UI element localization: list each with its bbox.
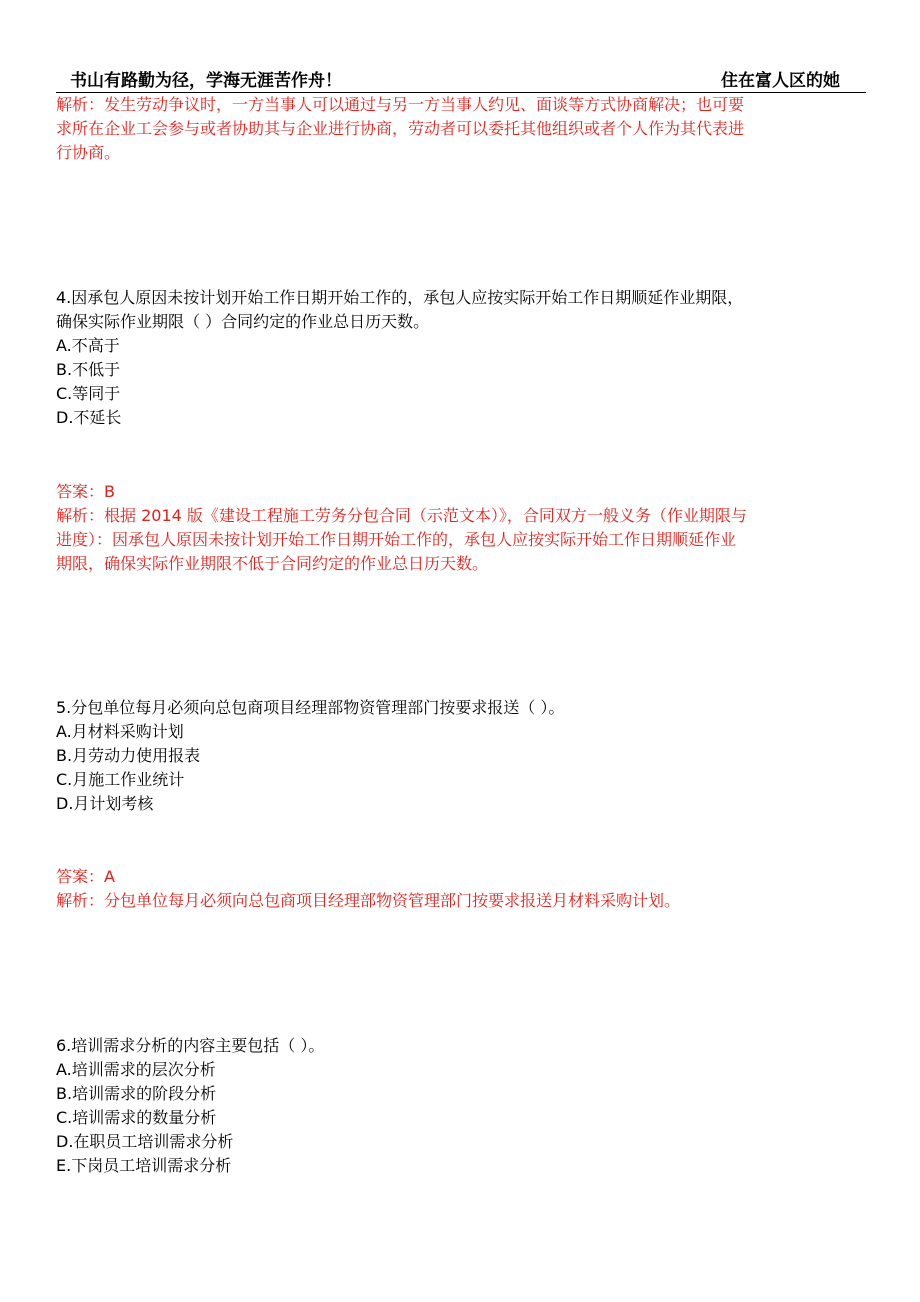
- option-a: A.不高于: [56, 336, 120, 355]
- analysis-line: 行协商。: [56, 143, 121, 162]
- option-c: C.培训需求的数量分析: [56, 1108, 217, 1127]
- question-line: 6.培训需求分析的内容主要包括（ ）。: [56, 1036, 325, 1055]
- option-d: D.不延长: [56, 408, 122, 427]
- question-line: 5.分包单位每月必须向总包商项目经理部物资管理部门按要求报送（ ）。: [56, 698, 565, 717]
- analysis-line: 解析：发生劳动争议时，一方当事人可以通过与另一方当事人约见、面谈等方式协商解决；也可要: [56, 95, 745, 114]
- option-d: D.月计划考核: [56, 794, 154, 813]
- option-b: B.培训需求的阶段分析: [56, 1084, 217, 1103]
- q4-answer-block: [56, 480, 866, 576]
- header-motto: 书山有路勤为径，学海无涯苦作舟！: [70, 71, 342, 91]
- q5-answer-block: [56, 865, 866, 913]
- analysis-line: 求所在企业工会参与或者协助其与企业进行协商，劳动者可以委托其他组织或者个人作为其代表进: [56, 119, 745, 138]
- q5-question: [56, 696, 866, 816]
- q6-question: [56, 1034, 866, 1178]
- question-line: 4.因承包人原因未按计划开始工作日期开始工作的，承包人应按实际开始工作日期顺延作业期限，: [56, 288, 744, 307]
- q4-question: [56, 286, 866, 430]
- analysis-line: 解析：分包单位每月必须向总包商项目经理部物资管理部门按要求报送月材料采购计划。: [56, 891, 681, 910]
- question-line: 确保实际作业期限（ ）合同约定的作业总日历天数。: [56, 312, 430, 331]
- option-b: B.月劳动力使用报表: [56, 746, 201, 765]
- option-e: E.下岗员工培训需求分析: [56, 1156, 232, 1175]
- analysis-line: 解析：根据 2014 版《建设工程施工劳务分包合同（示范文本）》，合同双方一般义务（作业期限与: [56, 506, 747, 525]
- analysis-line: 进度）：因承包人原因未按计划开始工作日期开始工作的，承包人应按实际开始工作日期顺延作业: [56, 530, 737, 549]
- q3-analysis: [56, 93, 866, 165]
- answer: 答案：B: [56, 482, 115, 501]
- analysis-line: 期限，确保实际作业期限不低于合同约定的作业总日历天数。: [56, 554, 489, 573]
- option-d: D.在职员工培训需求分析: [56, 1132, 234, 1151]
- page-header: [56, 66, 866, 93]
- option-b: B.不低于: [56, 360, 121, 379]
- option-a: A.培训需求的层次分析: [56, 1060, 216, 1079]
- option-c: C.月施工作业统计: [56, 770, 185, 789]
- header-author: 住在富人区的她: [721, 71, 840, 91]
- option-c: C.等同于: [56, 384, 121, 403]
- answer: 答案：A: [56, 867, 115, 886]
- option-a: A.月材料采购计划: [56, 722, 184, 741]
